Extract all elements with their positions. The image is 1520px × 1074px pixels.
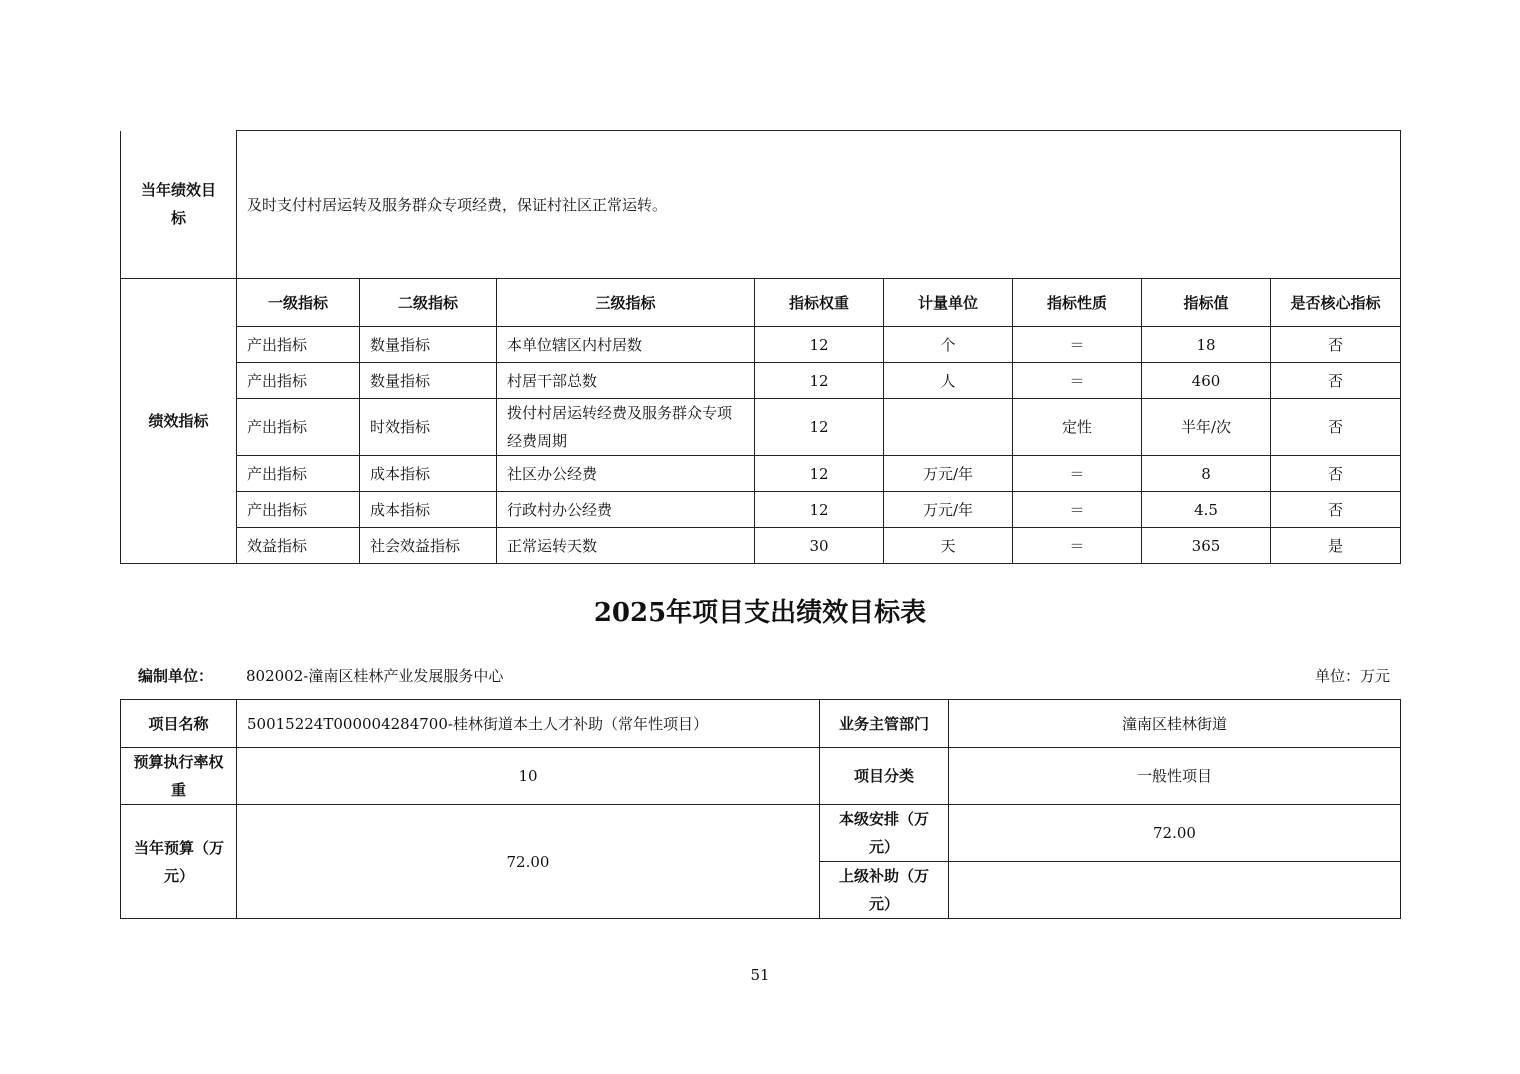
compiling-unit-row: [120, 665, 1400, 687]
cell-level2: 社会效益指标: [360, 528, 497, 564]
upper-value: [949, 862, 1401, 919]
cell-weight: 12: [755, 456, 884, 492]
cell-core: 否: [1271, 456, 1401, 492]
cell-weight: 12: [755, 363, 884, 399]
table-row: [121, 327, 1401, 363]
category-value: 一般性项目: [949, 748, 1401, 805]
table-row: [121, 399, 1401, 456]
table-row: [121, 528, 1401, 564]
header-value: 指标值: [1142, 279, 1271, 327]
cell-weight: 12: [755, 399, 884, 456]
cell-value: 半年/次: [1142, 399, 1271, 456]
budget-label-cell: [121, 805, 237, 919]
cell-level1: 效益指标: [237, 528, 360, 564]
cell-value: 4.5: [1142, 492, 1271, 528]
currency-unit: 单位：万元: [1314, 667, 1390, 685]
local-label-cell: [820, 805, 949, 862]
budget-value: 72.00: [237, 805, 820, 919]
cell-unit: 天: [884, 528, 1013, 564]
cell-nature: ＝: [1013, 492, 1142, 528]
compiling-unit-value: 802002-潼南区桂林产业发展服务中心: [246, 667, 504, 685]
upper-label-cell: [820, 862, 949, 919]
cell-level2: 数量指标: [360, 363, 497, 399]
indicators-label: 绩效指标: [148, 412, 209, 430]
rate-label: 预算执行率权重: [133, 753, 224, 799]
cell-weight: 12: [755, 492, 884, 528]
table-row: [121, 363, 1401, 399]
project-name-label: 项目名称: [121, 700, 237, 748]
cell-value: 460: [1142, 363, 1271, 399]
cell-nature: ＝: [1013, 456, 1142, 492]
upper-label: 上级补助（万元）: [838, 867, 929, 913]
project-name-value: 50015224T000004284700-桂林街道本土人才补助（常年性项目）: [237, 700, 820, 748]
cell-weight: 12: [755, 327, 884, 363]
cell-level2: 数量指标: [360, 327, 497, 363]
cell-nature: 定性: [1013, 399, 1142, 456]
cell-unit: 个: [884, 327, 1013, 363]
cell-unit: 人: [884, 363, 1013, 399]
cell-value: 365: [1142, 528, 1271, 564]
cell-weight: 30: [755, 528, 884, 564]
header-unit: 计量单位: [884, 279, 1013, 327]
goal-label-cell: [121, 131, 237, 279]
page-title: 2025年项目支出绩效目标表: [593, 598, 927, 628]
cell-level3: 拨付村居运转经费及服务群众专项经费周期: [497, 399, 755, 456]
table-row: [121, 492, 1401, 528]
table-row: [121, 456, 1401, 492]
cell-level3: 正常运转天数: [497, 528, 755, 564]
indicators-label-cell: [121, 279, 237, 564]
cell-level3: 本单位辖区内村居数: [497, 327, 755, 363]
header-level1: 一级指标: [237, 279, 360, 327]
cell-nature: ＝: [1013, 327, 1142, 363]
cell-level3: 行政村办公经费: [497, 492, 755, 528]
cell-nature: ＝: [1013, 363, 1142, 399]
cell-unit: 万元/年: [884, 492, 1013, 528]
local-label: 本级安排（万元）: [838, 810, 929, 856]
compiling-unit-label: 编制单位：: [138, 667, 214, 685]
header-level3: 三级指标: [497, 279, 755, 327]
dept-value: 潼南区桂林街道: [949, 700, 1401, 748]
category-label: 项目分类: [820, 748, 949, 805]
goal-text: 及时支付村居运转及服务群众专项经费，保证村社区正常运转。: [237, 131, 1401, 279]
cell-level1: 产出指标: [237, 456, 360, 492]
cell-level2: 成本指标: [360, 456, 497, 492]
project-info-table: [120, 699, 1401, 919]
cell-level2: 成本指标: [360, 492, 497, 528]
header-weight: 指标权重: [755, 279, 884, 327]
cell-core: 否: [1271, 363, 1401, 399]
cell-unit: [884, 399, 1013, 456]
header-core: 是否核心指标: [1271, 279, 1401, 327]
cell-level3: 村居干部总数: [497, 363, 755, 399]
cell-unit: 万元/年: [884, 456, 1013, 492]
cell-core: 是: [1271, 528, 1401, 564]
cell-core: 否: [1271, 492, 1401, 528]
cell-value: 18: [1142, 327, 1271, 363]
cell-level1: 产出指标: [237, 363, 360, 399]
header-nature: 指标性质: [1013, 279, 1142, 327]
cell-core: 否: [1271, 399, 1401, 456]
cell-nature: ＝: [1013, 528, 1142, 564]
local-value: 72.00: [949, 805, 1401, 862]
cell-core: 否: [1271, 327, 1401, 363]
budget-label: 当年预算（万元）: [133, 838, 224, 885]
rate-label-cell: [121, 748, 237, 805]
cell-level1: 产出指标: [237, 492, 360, 528]
rate-value: 10: [237, 748, 820, 805]
page-number: 51: [750, 966, 770, 984]
cell-level3: 社区办公经费: [497, 456, 755, 492]
header-level2: 二级指标: [360, 279, 497, 327]
cell-level2: 时效指标: [360, 399, 497, 456]
cell-value: 8: [1142, 456, 1271, 492]
cell-level1: 产出指标: [237, 399, 360, 456]
performance-indicator-table: [120, 130, 1401, 564]
dept-label: 业务主管部门: [820, 700, 949, 748]
goal-label: 当年绩效目标: [140, 181, 216, 228]
cell-level1: 产出指标: [237, 327, 360, 363]
